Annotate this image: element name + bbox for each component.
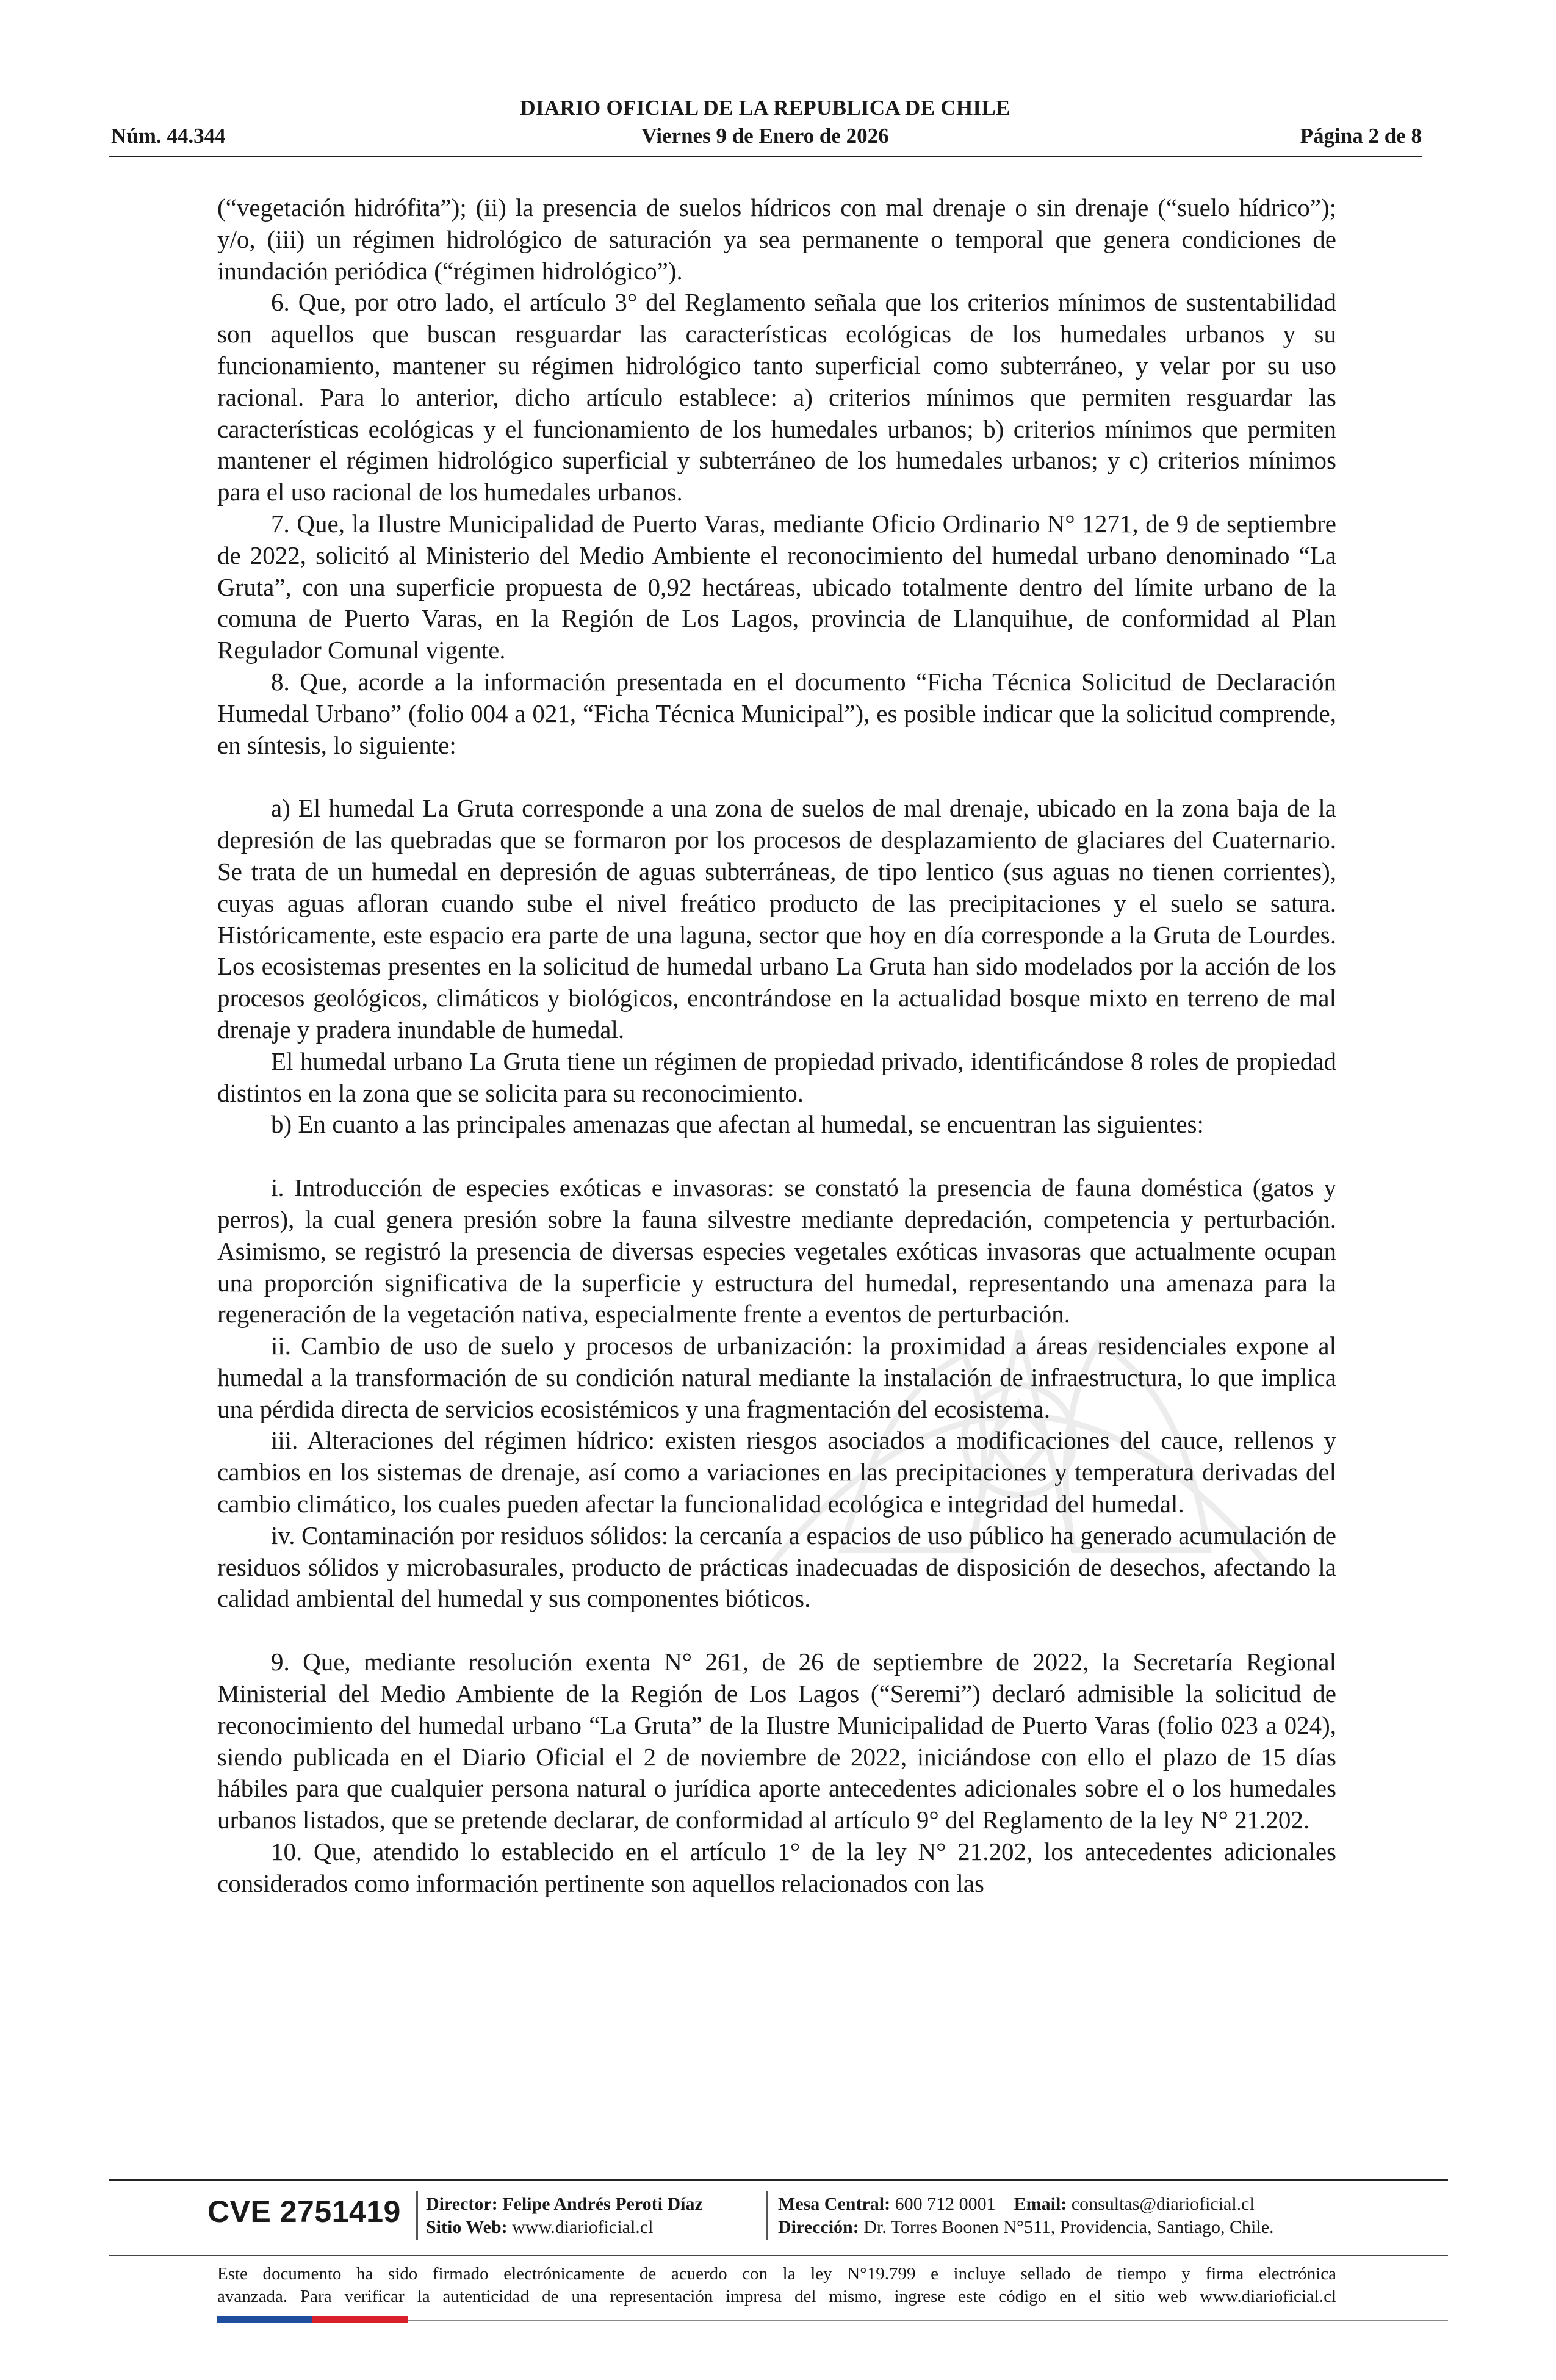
footer-director-block	[426, 2193, 703, 2239]
mesa-label: Mesa Central:	[778, 2194, 891, 2214]
email-label: Email:	[1014, 2194, 1067, 2214]
threat-ii: ii. Cambio de uso de suelo y procesos de urbanización: la proximidad a áreas residenciales expone al humedal a la transformación de su condición natural mediante la instalación de infraestructura, lo que implica una pérdida directa de servicios ecosistémicos y una fragmentación del ecosistema.	[217, 1332, 1336, 1423]
spacer	[217, 1615, 1336, 1646]
paragraph-a-ownership: El humedal urbano La Gruta tiene un régimen de propiedad privado, identificándose 8 roles de propiedad distintos en la zona que se solicita para su reconocimiento.	[217, 1047, 1336, 1107]
issue-date: Viernes 9 de Enero de 2026	[641, 124, 889, 148]
email-link[interactable]: consultas@diarioficial.cl	[1071, 2194, 1255, 2214]
spacer	[217, 1141, 1336, 1172]
flag-red-segment	[312, 2316, 408, 2323]
electronic-signature-disclaimer	[217, 2263, 1336, 2308]
address-label: Dirección:	[778, 2217, 859, 2237]
paragraph-8: 8. Que, acorde a la información presentada en el documento “Ficha Técnica Solicitud de Declaración Humedal Urbano” (folio 004 a 021, “Ficha Técnica Municipal”), es posible indicar que la solicitud comprende, en síntesis, lo siguiente:	[217, 667, 1336, 759]
flag-blue-segment	[217, 2316, 312, 2323]
website-label: Sitio Web:	[426, 2217, 508, 2237]
bottom-divider	[408, 2320, 1448, 2321]
issue-number: Núm. 44.344	[111, 124, 226, 148]
paragraph-7: 7. Que, la Ilustre Municipalidad de Puerto Varas, mediante Oficio Ordinario N° 1271, de 9 de septiembre de 2022, solicitó al Ministerio del Medio Ambiente el reconocimiento del humedal urbano denominado “La Gruta”, con una superficie propuesta de 0,92 hectáreas, ubicado totalmente dentro del límite urbano de la comuna de Puerto Varas, en la Región de Los Lagos, provincia de Llanquihue, de conformidad al Plan Regulador Comunal vigente.	[217, 509, 1336, 665]
cve-code: CVE 2751419	[207, 2194, 401, 2229]
footer-divider-secondary	[109, 2255, 1448, 2256]
document-body	[217, 192, 1336, 1900]
footer-divider	[109, 2179, 1448, 2181]
paragraph-continuation: (“vegetación hidrófita”); (ii) la presencia de suelos hídricos con mal drenaje o sin drenaje (“suelo hídrico”); y/o, (iii) un régimen hidrológico de saturación ya sea permanente o temporal que genera condiciones de inundación periódica (“régimen hidrológico”).	[217, 193, 1336, 285]
mesa-phone: 600 712 0001	[895, 2194, 996, 2214]
director-label: Director:	[426, 2194, 498, 2214]
footer-separator	[766, 2191, 768, 2240]
chile-flag-stripe	[217, 2316, 408, 2323]
header-divider	[109, 156, 1422, 157]
website-link[interactable]: www.diarioficial.cl	[512, 2217, 654, 2237]
publication-title: DIARIO OFICIAL DE LA REPUBLICA DE CHILE	[520, 96, 1010, 120]
director-name: Felipe Andrés Peroti Díaz	[502, 2194, 703, 2214]
spacer	[217, 761, 1336, 793]
footer-contact-block	[778, 2193, 1274, 2239]
paragraph-a: a) El humedal La Gruta corresponde a una zona de suelos de mal drenaje, ubicado en la zona baja de la depresión de las quebradas que se formaron por los procesos de desplazamiento de glaciares del Cuaternario. Se trata de un humedal en depresión de aguas subterráneas, de tipo lentico (sus aguas no tienen corrientes), cuyas aguas afloran cuando sube el nivel freático producto de las precipitaciones y el suelo se satura. Históricamente, este espacio era parte de una laguna, sector que hoy en día corresponde a la Gruta de Lourdes. Los ecosistemas presentes en la solicitud de humedal urbano La Gruta han sido modelados por la acción de los procesos geológicos, climáticos y biológicos, encontrándose en la actualidad bosque mixto en terreno de mal drenaje y pradera inundable de humedal.	[217, 794, 1336, 1044]
paragraph-10: 10. Que, atendido lo establecido en el artículo 1° de la ley N° 21.202, los antecedentes adicionales considerados como información pertinente son aquellos relacionados con las	[217, 1837, 1336, 1897]
footer-separator	[416, 2191, 418, 2240]
page-header	[109, 95, 1422, 159]
paragraph-9: 9. Que, mediante resolución exenta N° 261, de 26 de septiembre de 2022, la Secretaría Regional Ministerial del Medio Ambiente de la Región de Los Lagos (“Seremi”) declaró admisible la solicitud de reconocimiento del humedal urbano “La Gruta” de la Ilustre Municipalidad de Puerto Varas (folio 023 a 024), siendo publicada en el Diario Oficial el 2 de noviembre de 2022, iniciándose con ello el plazo de 15 días hábiles para que cualquier persona natural o jurídica aporte antecedentes adicionales sobre el o los humedales urbanos listados, que se pretende declarar, de conformidad al artículo 9° del Reglamento de la ley N° 21.202.	[217, 1648, 1336, 1834]
paragraph-b: b) En cuanto a las principales amenazas que afectan al humedal, se encuentran las siguientes:	[271, 1110, 1204, 1139]
page-number: Página 2 de 8	[1300, 124, 1422, 148]
threat-iv: iv. Contaminación por residuos sólidos: la cercanía a espacios de uso público ha generado acumulación de residuos sólidos y microbasurales, producto de prácticas inadecuadas de disposición de desechos, afectando la calidad ambiental del humedal y sus componentes bióticos.	[217, 1521, 1336, 1613]
paragraph-6: 6. Que, por otro lado, el artículo 3° del Reglamento señala que los criterios mínimos de sustentabilidad son aquellos que buscan resguardar las características ecológicas de los humedales urbanos y su funcionamiento, mantener su régimen hidrológico tanto superficial como subterráneo, y velar por su uso racional. Para lo anterior, dicho artículo establece: a) criterios mínimos que permiten resguardar las características ecológicas y el funcionamiento de los humedales urbanos; b) criterios mínimos que permiten mantener el régimen hidrológico superficial y subterráneo de los humedales urbanos; y c) criterios mínimos para el uso racional de los humedales urbanos.	[217, 288, 1336, 507]
threat-i: i. Introducción de especies exóticas e invasoras: se constató la presencia de fauna doméstica (gatos y perros), la cual genera presión sobre la fauna silvestre mediante depredación, competencia y perturbación. Asimismo, se registró la presencia de diversas especies vegetales exóticas invasoras que actualmente ocupan una proporción significativa de la superficie y estructura del humedal, representando una amenaza para la regeneración de la vegetación nativa, especialmente frente a eventos de perturbación.	[217, 1174, 1336, 1329]
threat-iii: iii. Alteraciones del régimen hídrico: existen riesgos asociados a modificaciones del cauce, rellenos y cambios en los sistemas de drenaje, así como a variaciones en las precipitaciones y temperatura derivadas del cambio climático, los cuales pueden afectar la funcionalidad ecológica e integridad del humedal.	[217, 1426, 1336, 1518]
address-text: Dr. Torres Boonen N°511, Providencia, Santiago, Chile.	[863, 2217, 1274, 2237]
disclaimer-line-2: avanzada. Para verificar la autenticidad de una representación impresa del mismo, ingrese este código en el sitio web www.diarioficial.cl	[217, 2287, 1336, 2306]
disclaimer-line-1: Este documento ha sido firmado electrónicamente de acuerdo con la ley N°19.799 e incluye sellado de tiempo y firma electrónica	[217, 2264, 1336, 2284]
